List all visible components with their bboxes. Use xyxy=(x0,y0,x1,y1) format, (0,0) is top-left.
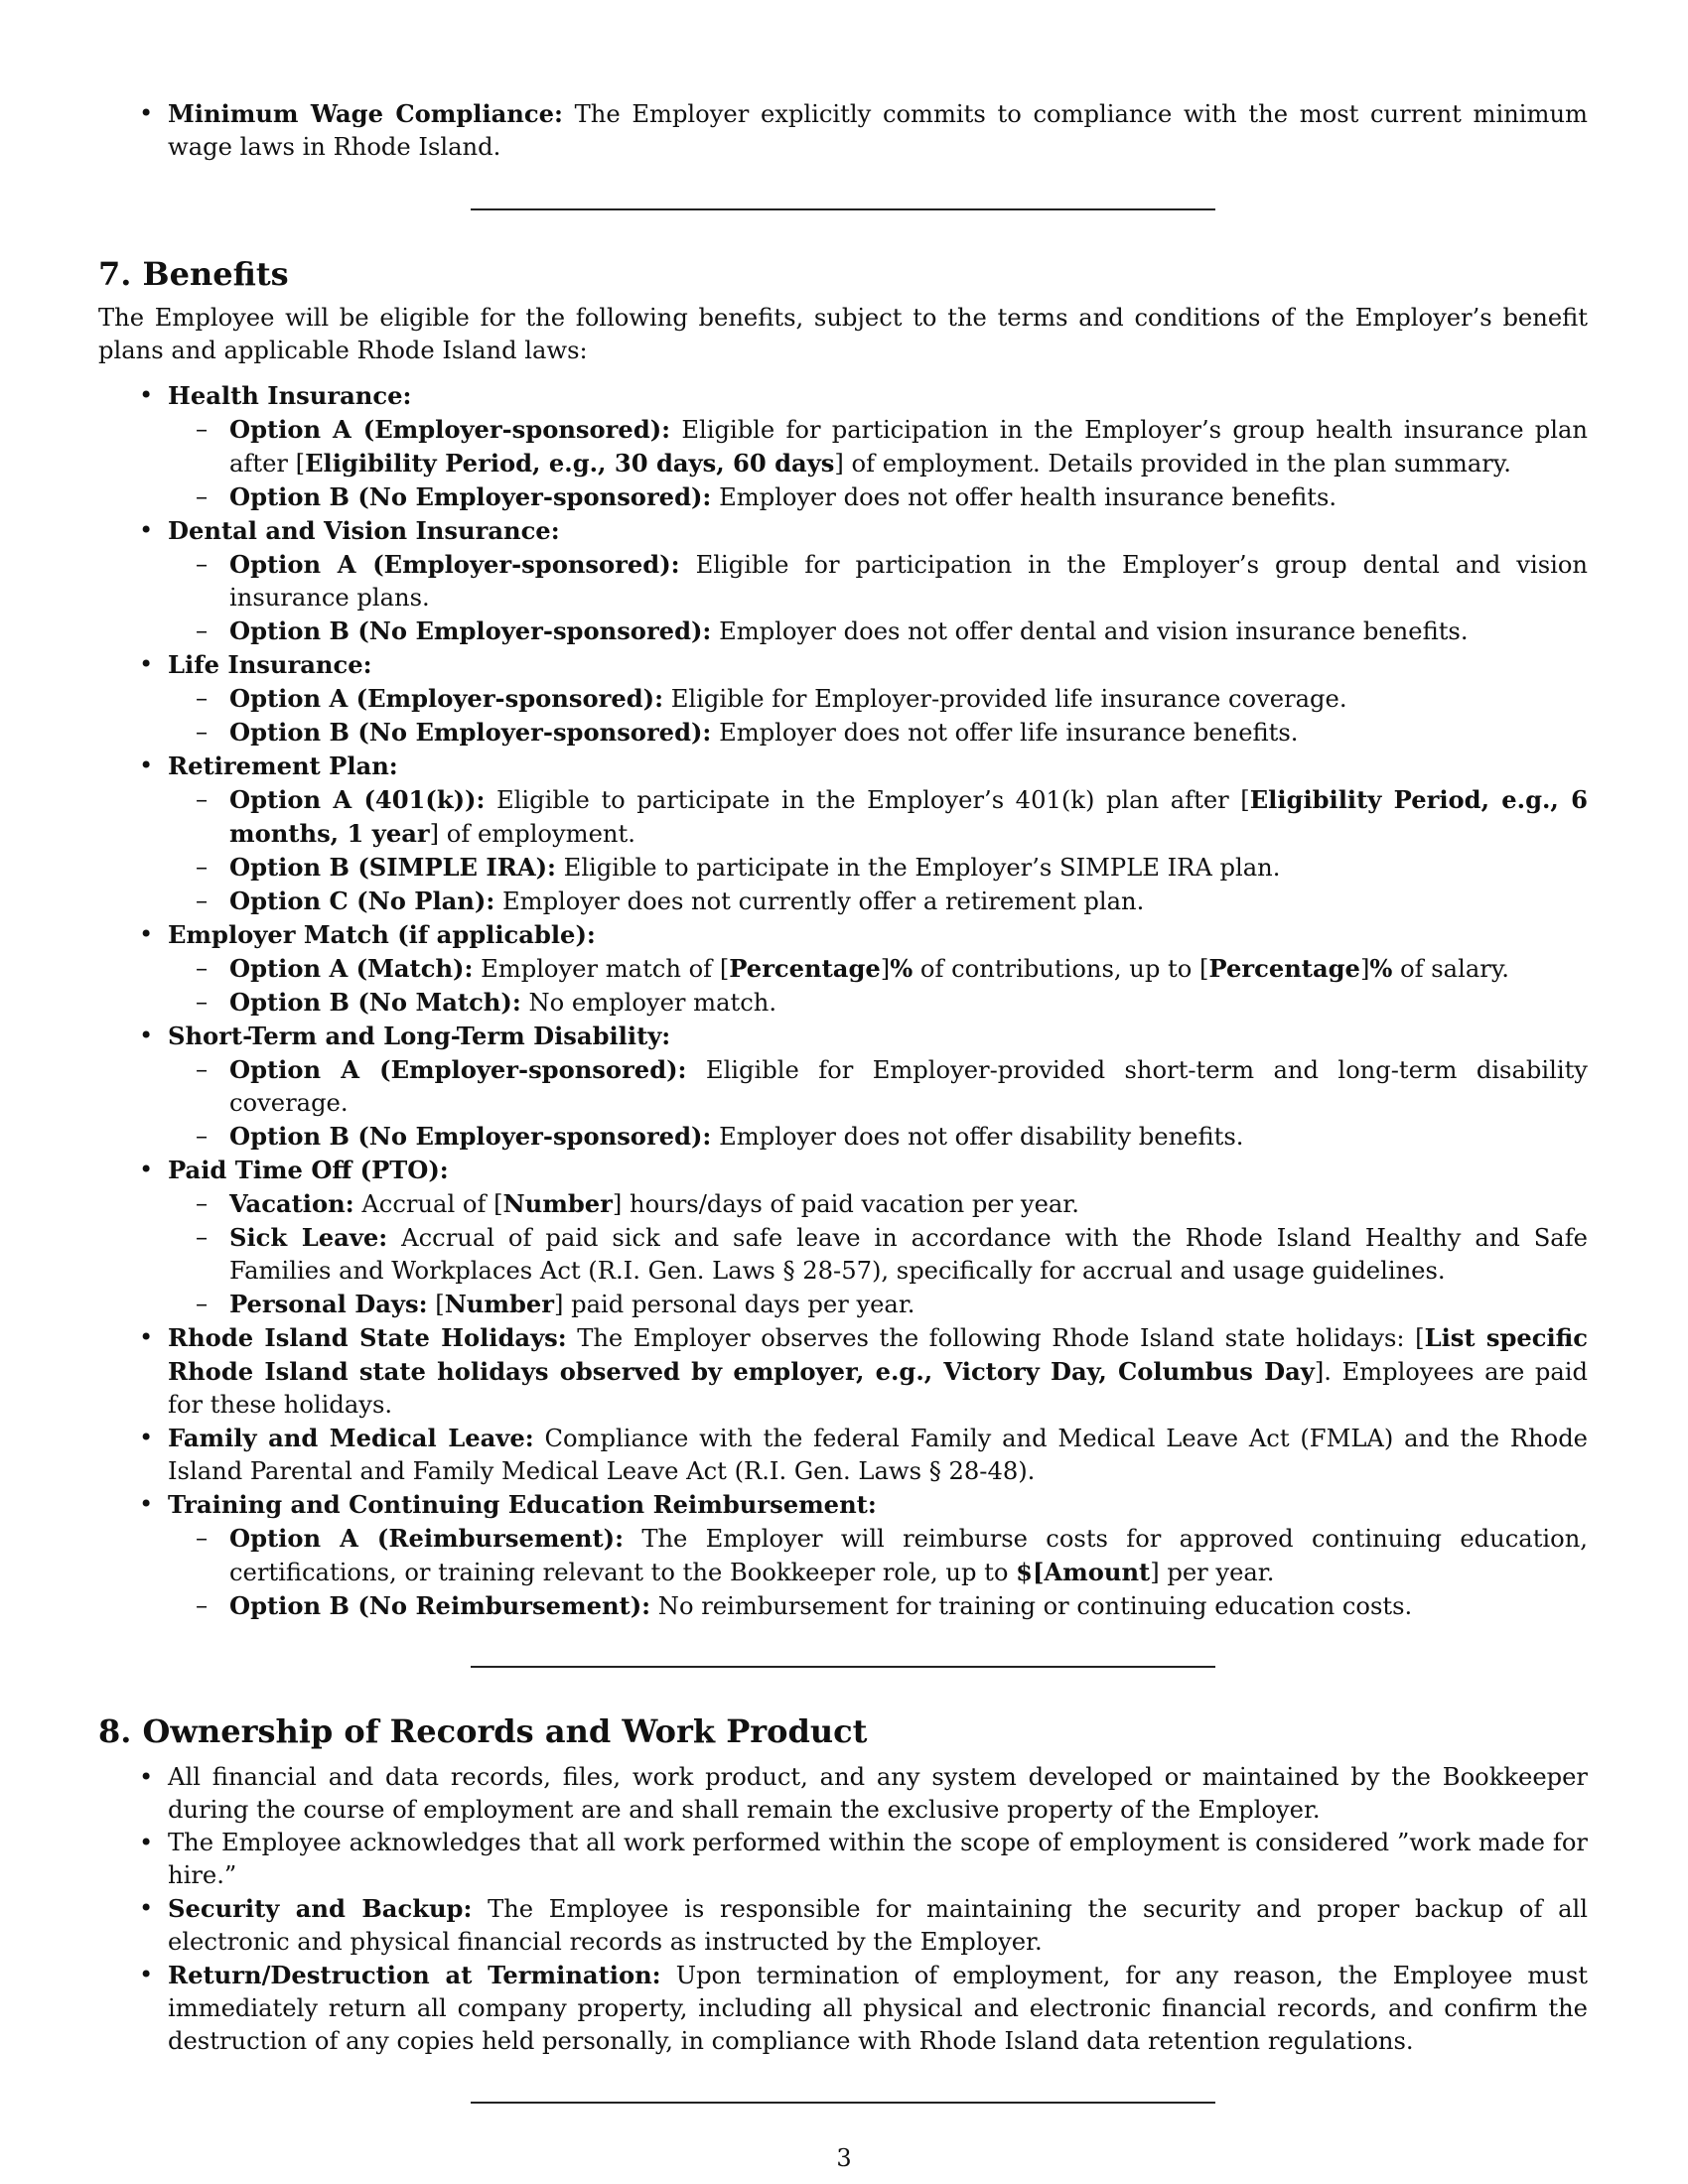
placeholder-text: Percentage xyxy=(729,954,881,983)
dash-icon: – xyxy=(196,1189,209,1217)
bullet-icon: • xyxy=(139,381,154,409)
option-label: Option C (No Plan): xyxy=(229,887,495,915)
option-text: ] of employment. Details provided in the plan summary. xyxy=(834,450,1511,478)
placeholder-text: Percentage xyxy=(1208,954,1360,983)
percent-sign: % xyxy=(890,954,914,983)
sub-list xyxy=(168,413,1588,514)
percent-sign: % xyxy=(1369,954,1393,983)
placeholder-text: Number xyxy=(444,1290,555,1318)
option-label: Option B (No Match): xyxy=(229,988,521,1017)
option-text: The Employer will reimburse costs for approved continuing education, certifications, or training relevant to the Bookkeeper role, up to xyxy=(229,1525,1588,1586)
option-label: Option B (No Employer-sponsored): xyxy=(229,482,712,511)
option-text: ] paid personal days per year. xyxy=(554,1291,915,1318)
option-label: Option A (Match): xyxy=(229,954,474,983)
benefits-list xyxy=(98,379,1588,1623)
option-text: Eligible for Employer-provided life insurance coverage. xyxy=(670,685,1347,713)
bullet-icon: • xyxy=(139,1961,154,1988)
sub-item-option-b xyxy=(168,1120,1588,1154)
option-text: Accrual of [ xyxy=(361,1190,503,1218)
page-number: 3 xyxy=(836,2144,852,2172)
bullet-icon: • xyxy=(139,99,154,127)
item-text: Compliance with the federal Family and Medical Leave Act (FMLA) and the Rhode Island Parental and Family Medical Leave Act (R.I. Gen. Laws § 28-48). xyxy=(168,1425,1589,1485)
option-text: Eligible for participation in the Employer’s group dental and vision insurance plans. xyxy=(229,551,1588,612)
option-text: Employer does not offer life insurance benefits. xyxy=(719,719,1299,747)
option-label: Vacation: xyxy=(229,1189,354,1218)
bullet-icon: • xyxy=(139,650,154,678)
dash-icon: – xyxy=(196,988,209,1016)
sub-item-option-a xyxy=(168,1522,1588,1589)
sub-list xyxy=(168,548,1588,648)
item-text: The Employer observes the following Rhode Island state holidays: [ xyxy=(577,1324,1425,1352)
sub-list xyxy=(168,952,1588,1020)
list-item-disability xyxy=(98,1020,1588,1154)
dash-icon: – xyxy=(196,415,209,443)
bullet-icon: • xyxy=(139,751,154,779)
sub-list xyxy=(168,783,1588,918)
bullet-icon: • xyxy=(139,1022,154,1049)
sub-item-option-a xyxy=(168,413,1588,480)
page-content xyxy=(98,97,1588,2104)
option-label: Option A (Employer-sponsored): xyxy=(229,684,664,713)
sub-item-option-b xyxy=(168,851,1588,885)
item-label: Health Insurance: xyxy=(168,381,412,410)
item-label: Short-Term and Long-Term Disability: xyxy=(168,1022,671,1050)
list-item-paid-time-off xyxy=(98,1154,1588,1321)
bullet-icon: • xyxy=(139,1156,154,1183)
list-item-employer-match xyxy=(98,918,1588,1020)
placeholder-text: List specific Rhode Island state holidays observed by employer, e.g., Victory Day, Columbus Day xyxy=(168,1323,1588,1386)
option-text: ] xyxy=(1359,955,1370,983)
item-label: Family and Medical Leave: xyxy=(168,1424,534,1452)
option-text: Eligible to participate in the Employer’s 401(k) plan after [ xyxy=(495,786,1250,814)
item-label: Retirement Plan: xyxy=(168,751,398,780)
bullet-icon: • xyxy=(139,516,154,544)
section-heading-benefits xyxy=(98,254,1588,294)
dash-icon: – xyxy=(196,684,209,712)
option-text: Accrual of paid sick and safe leave in accordance with the Rhode Island Healthy and Safe Families and Workplaces Act (R.I. Gen. Laws § 28-57), specifically for accrual and usage guidelines. xyxy=(229,1224,1588,1285)
sub-item-vacation xyxy=(168,1187,1588,1221)
placeholder-text: $[Amount xyxy=(1016,1558,1151,1586)
sub-item-option-a xyxy=(168,952,1588,986)
sub-item-option-c xyxy=(168,885,1588,918)
item-label: Rhode Island State Holidays: xyxy=(168,1323,567,1352)
option-label: Option A (Employer-sponsored): xyxy=(229,1055,687,1084)
item-label: Dental and Vision Insurance: xyxy=(168,516,560,545)
sub-item-option-b xyxy=(168,986,1588,1020)
dash-icon: – xyxy=(196,1055,209,1083)
option-label: Option A (Employer-sponsored): xyxy=(229,550,680,579)
section-title: Ownership of Records and Work Product xyxy=(142,1712,868,1750)
section-title: Benefits xyxy=(142,255,289,293)
sub-item-option-a xyxy=(168,783,1588,851)
option-label: Sick Leave: xyxy=(229,1223,388,1252)
option-text: [ xyxy=(435,1291,445,1318)
option-label: Option B (No Employer-sponsored): xyxy=(229,1122,712,1151)
item-text: The Employee is responsible for maintaining the security and proper backup of all electronic and physical financial records as instructed by the Employer. xyxy=(168,1895,1588,1956)
dash-icon: – xyxy=(196,785,209,813)
option-text: Eligible to participate in the Employer’s SIMPLE IRA plan. xyxy=(563,854,1281,882)
dash-icon: – xyxy=(196,616,209,644)
option-label: Personal Days: xyxy=(229,1290,428,1318)
sub-list xyxy=(168,682,1588,750)
option-text: ] xyxy=(880,955,891,983)
section-divider xyxy=(471,1666,1215,1668)
placeholder-text: Eligibility Period, e.g., 6 months, 1 year xyxy=(229,785,1588,848)
sub-item-personal-days xyxy=(168,1288,1588,1321)
list-item-life-insurance xyxy=(98,648,1588,750)
placeholder-text: Number xyxy=(502,1189,613,1218)
sub-item-option-b xyxy=(168,480,1588,514)
option-text: Eligible for Employer-provided short-term and long-term disability coverage. xyxy=(229,1056,1588,1117)
item-label: Minimum Wage Compliance: xyxy=(168,99,563,128)
item-label: Paid Time Off (PTO): xyxy=(168,1156,449,1184)
item-text: All financial and data records, files, work product, and any system developed or maintained by the Bookkeeper during the course of employment are and shall remain the exclusive property of the Employer. xyxy=(168,1763,1588,1824)
option-text: ] of employment. xyxy=(429,820,635,848)
bullet-icon: • xyxy=(139,1894,154,1922)
dash-icon: – xyxy=(196,1223,209,1251)
sub-list xyxy=(168,1053,1588,1154)
option-text: ] hours/days of paid vacation per year. xyxy=(612,1190,1079,1218)
section-number: 8. xyxy=(98,1712,132,1750)
section-divider xyxy=(471,2102,1215,2104)
option-text: Employer does not offer health insurance benefits. xyxy=(719,483,1337,511)
list-item-family-medical-leave xyxy=(98,1422,1588,1488)
option-text: of contributions, up to [ xyxy=(913,955,1209,983)
option-text: No reimbursement for training or continuing education costs. xyxy=(657,1592,1413,1620)
item-text: The Employee acknowledges that all work performed within the scope of employment is considered ”work made for hire.” xyxy=(168,1829,1588,1889)
option-label: Option A (401(k)): xyxy=(229,785,486,814)
item-label: Training and Continuing Education Reimbursement: xyxy=(168,1490,877,1519)
dash-icon: – xyxy=(196,887,209,914)
option-text: of salary. xyxy=(1392,955,1509,983)
option-label: Option A (Reimbursement): xyxy=(229,1524,624,1553)
bullet-icon: • xyxy=(139,1829,154,1856)
item-label: Employer Match (if applicable): xyxy=(168,920,596,949)
dash-icon: – xyxy=(196,954,209,982)
sub-item-option-a xyxy=(168,1053,1588,1120)
section-divider xyxy=(471,208,1215,210)
sub-item-option-b xyxy=(168,716,1588,750)
top-list xyxy=(98,97,1588,164)
item-label: Security and Backup: xyxy=(168,1894,473,1923)
dash-icon: – xyxy=(196,1591,209,1619)
option-text: Employer match of [ xyxy=(481,955,730,983)
dash-icon: – xyxy=(196,482,209,510)
list-item-security-backup xyxy=(98,1892,1588,1959)
list-item-retirement-plan xyxy=(98,750,1588,918)
bullet-icon: • xyxy=(139,920,154,948)
option-label: Option B (No Employer-sponsored): xyxy=(229,718,712,747)
option-label: Option A (Employer-sponsored): xyxy=(229,415,671,444)
sub-item-option-a xyxy=(168,548,1588,614)
option-label: Option B (SIMPLE IRA): xyxy=(229,853,556,882)
option-text: Employer does not offer dental and vision insurance benefits. xyxy=(719,617,1469,645)
bullet-icon: • xyxy=(139,1424,154,1451)
section-intro: The Employee will be eligible for the following benefits, subject to the terms and conditions of the Employer’s benefit plans and applicable Rhode Island laws: xyxy=(98,304,1588,364)
bullet-icon: • xyxy=(139,1323,154,1351)
option-text: ] per year. xyxy=(1150,1559,1275,1586)
item-text: The Employer explicitly commits to compliance with the most current minimum wage laws in Rhode Island. xyxy=(168,100,1588,161)
list-item-state-holidays xyxy=(98,1321,1588,1422)
dash-icon: – xyxy=(196,1524,209,1552)
sub-item-option-b xyxy=(168,614,1588,648)
list-item-training-reimbursement xyxy=(98,1488,1588,1623)
option-label: Option B (No Employer-sponsored): xyxy=(229,616,712,645)
list-item-work-for-hire xyxy=(98,1827,1588,1892)
dash-icon: – xyxy=(196,853,209,881)
dash-icon: – xyxy=(196,718,209,746)
sub-item-option-a xyxy=(168,682,1588,716)
list-item-health-insurance xyxy=(98,379,1588,514)
sub-list xyxy=(168,1187,1588,1321)
item-label: Life Insurance: xyxy=(168,650,372,679)
item-text: ]. Employees are paid for these holidays. xyxy=(168,1358,1588,1419)
list-item-return-destruction xyxy=(98,1959,1588,2058)
sub-list xyxy=(168,1522,1588,1623)
item-text: Upon termination of employment, for any reason, the Employee must immediately return all company property, including all physical and electronic financial records, and confirm the destruction of any copies held personally, in compliance with Rhode Island data retention regulations. xyxy=(168,1962,1588,2055)
item-label: Return/Destruction at Termination: xyxy=(168,1961,661,1989)
option-label: Option B (No Reimbursement): xyxy=(229,1591,651,1620)
placeholder-text: Eligibility Period, e.g., 30 days, 60 days xyxy=(305,449,835,478)
option-text: Employer does not currently offer a retirement plan. xyxy=(501,887,1145,915)
sub-item-sick-leave xyxy=(168,1221,1588,1288)
option-text: Eligible for participation in the Employer’s group health insurance plan after [ xyxy=(229,416,1588,478)
option-text: No employer match. xyxy=(528,989,777,1017)
dash-icon: – xyxy=(196,550,209,578)
section-number: 7. xyxy=(98,255,132,293)
section-heading-ownership xyxy=(98,1711,1588,1751)
bullet-icon: • xyxy=(139,1763,154,1791)
list-item-records-property xyxy=(98,1761,1588,1827)
option-text: Employer does not offer disability benefits. xyxy=(719,1123,1244,1151)
list-item-dental-vision xyxy=(98,514,1588,648)
ownership-list xyxy=(98,1761,1588,2058)
sub-item-option-b xyxy=(168,1589,1588,1623)
dash-icon: – xyxy=(196,1290,209,1317)
bullet-icon: • xyxy=(139,1490,154,1518)
list-item-minimum-wage xyxy=(98,97,1588,164)
dash-icon: – xyxy=(196,1122,209,1150)
